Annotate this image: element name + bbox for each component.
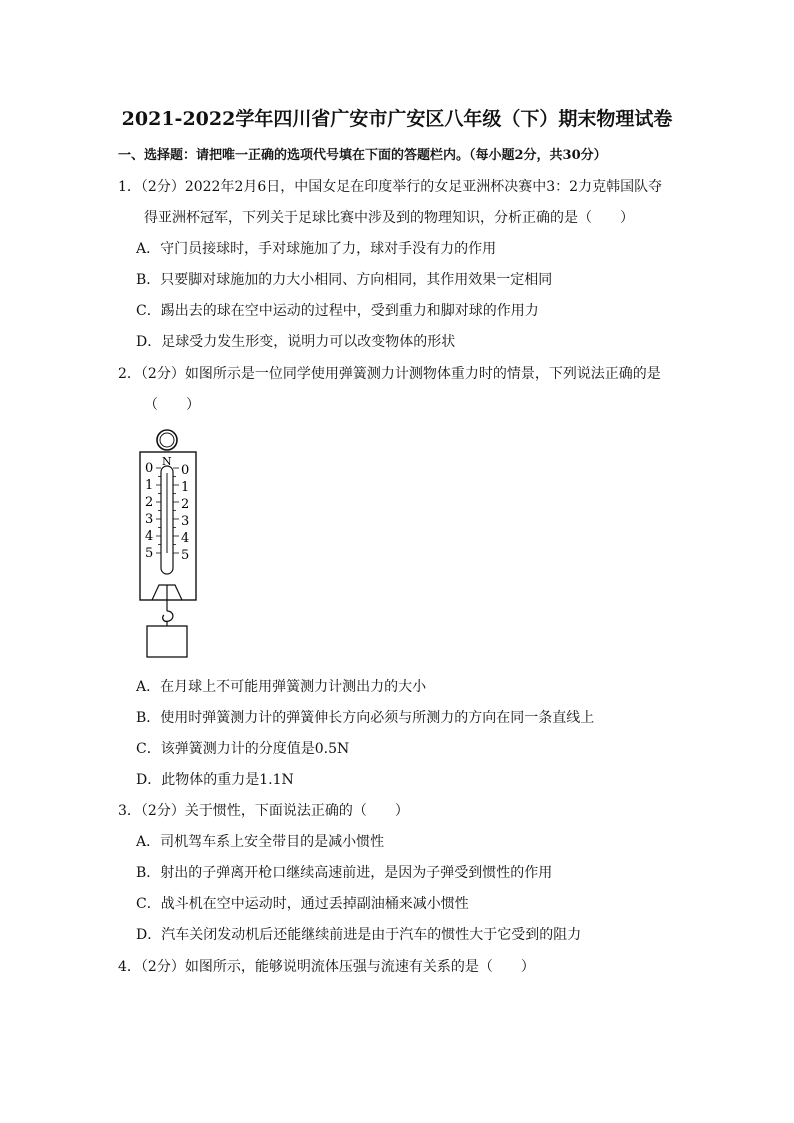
question-3-option-a: A．司机驾车系上安全带目的是减小惯性 xyxy=(136,834,385,850)
question-2-line-1: 2．（2分）如图所示是一位同学使用弹簧测力计测物体重力时的情景，下列说法正确的是 xyxy=(118,366,661,382)
left-scale-3: 3 xyxy=(145,512,154,527)
question-2-line-2: （ ） xyxy=(144,397,200,413)
weight-block xyxy=(147,626,187,657)
hanging-ring-inner xyxy=(160,433,174,447)
question-1-option-c: C．踢出去的球在空中运动的过程中，受到重力和脚对球的作用力 xyxy=(136,303,539,319)
right-scale-2: 2 xyxy=(181,497,190,512)
left-scale-5: 5 xyxy=(145,546,154,561)
exam-title: 2021-2022学年四川省广安市广安区八年级（下）期末物理试卷 xyxy=(121,108,673,130)
right-scale-0: 0 xyxy=(181,463,190,478)
question-2-option-b: B．使用时弹簧测力计的弹簧伸长方向必须与所测力的方向在同一条直线上 xyxy=(136,710,595,726)
section-heading: 一、选择题：请把唯一正确的选项代号填在下面的答题栏内。（每小题2分，共30分） xyxy=(118,148,607,163)
hook-icon xyxy=(163,611,173,621)
question-1-option-a: A．守门员接球时，手对球施加了力，球对手没有力的作用 xyxy=(136,241,497,257)
question-4-line-1: 4．（2分）如图所示，能够说明流体压强与流速有关系的是（ ） xyxy=(118,959,535,975)
question-2-option-c: C．该弹簧测力计的分度值是0.5N xyxy=(136,741,350,757)
question-2-option-a: A．在月球上不可能用弹簧测力计测出力的大小 xyxy=(136,679,427,695)
question-3-option-c: C．战斗机在空中运动时，通过丢掉副油桶来减小惯性 xyxy=(136,896,469,912)
right-scale-4: 4 xyxy=(181,531,190,546)
question-1-option-b: B．只要脚对球施加的力大小相同、方向相同，其作用效果一定相同 xyxy=(136,272,553,288)
spring-scale-figure xyxy=(134,425,214,661)
question-1-option-d: D．足球受力发生形变，说明力可以改变物体的形状 xyxy=(136,334,456,350)
left-scale-4: 4 xyxy=(145,529,154,544)
question-3-option-b: B．射出的子弹离开枪口继续高速前进，是因为子弹受到惯性的作用 xyxy=(136,865,553,881)
left-scale-1: 1 xyxy=(145,478,154,493)
left-scale-2: 2 xyxy=(145,495,154,510)
unit-label: N xyxy=(162,455,172,468)
right-scale-3: 3 xyxy=(181,514,190,529)
question-3-option-d: D．汽车关闭发动机后还能继续前进是由于汽车的惯性大于它受到的阻力 xyxy=(136,927,582,943)
question-2-option-d: D．此物体的重力是1.1N xyxy=(136,772,294,788)
left-scale-0: 0 xyxy=(145,461,154,476)
question-3-line-1: 3．（2分）关于惯性，下面说法正确的（ ） xyxy=(118,803,409,819)
right-scale-1: 1 xyxy=(181,480,190,495)
question-1-line-1: 1．（2分）2022年2月6日，中国女足在印度举行的女足亚洲杯决赛中3：2力克韩国队夺 xyxy=(118,179,663,195)
right-scale-5: 5 xyxy=(181,548,190,563)
question-1-line-2: 得亚洲杯冠军，下列关于足球比赛中涉及到的物理知识，分析正确的是（ ） xyxy=(144,210,634,226)
